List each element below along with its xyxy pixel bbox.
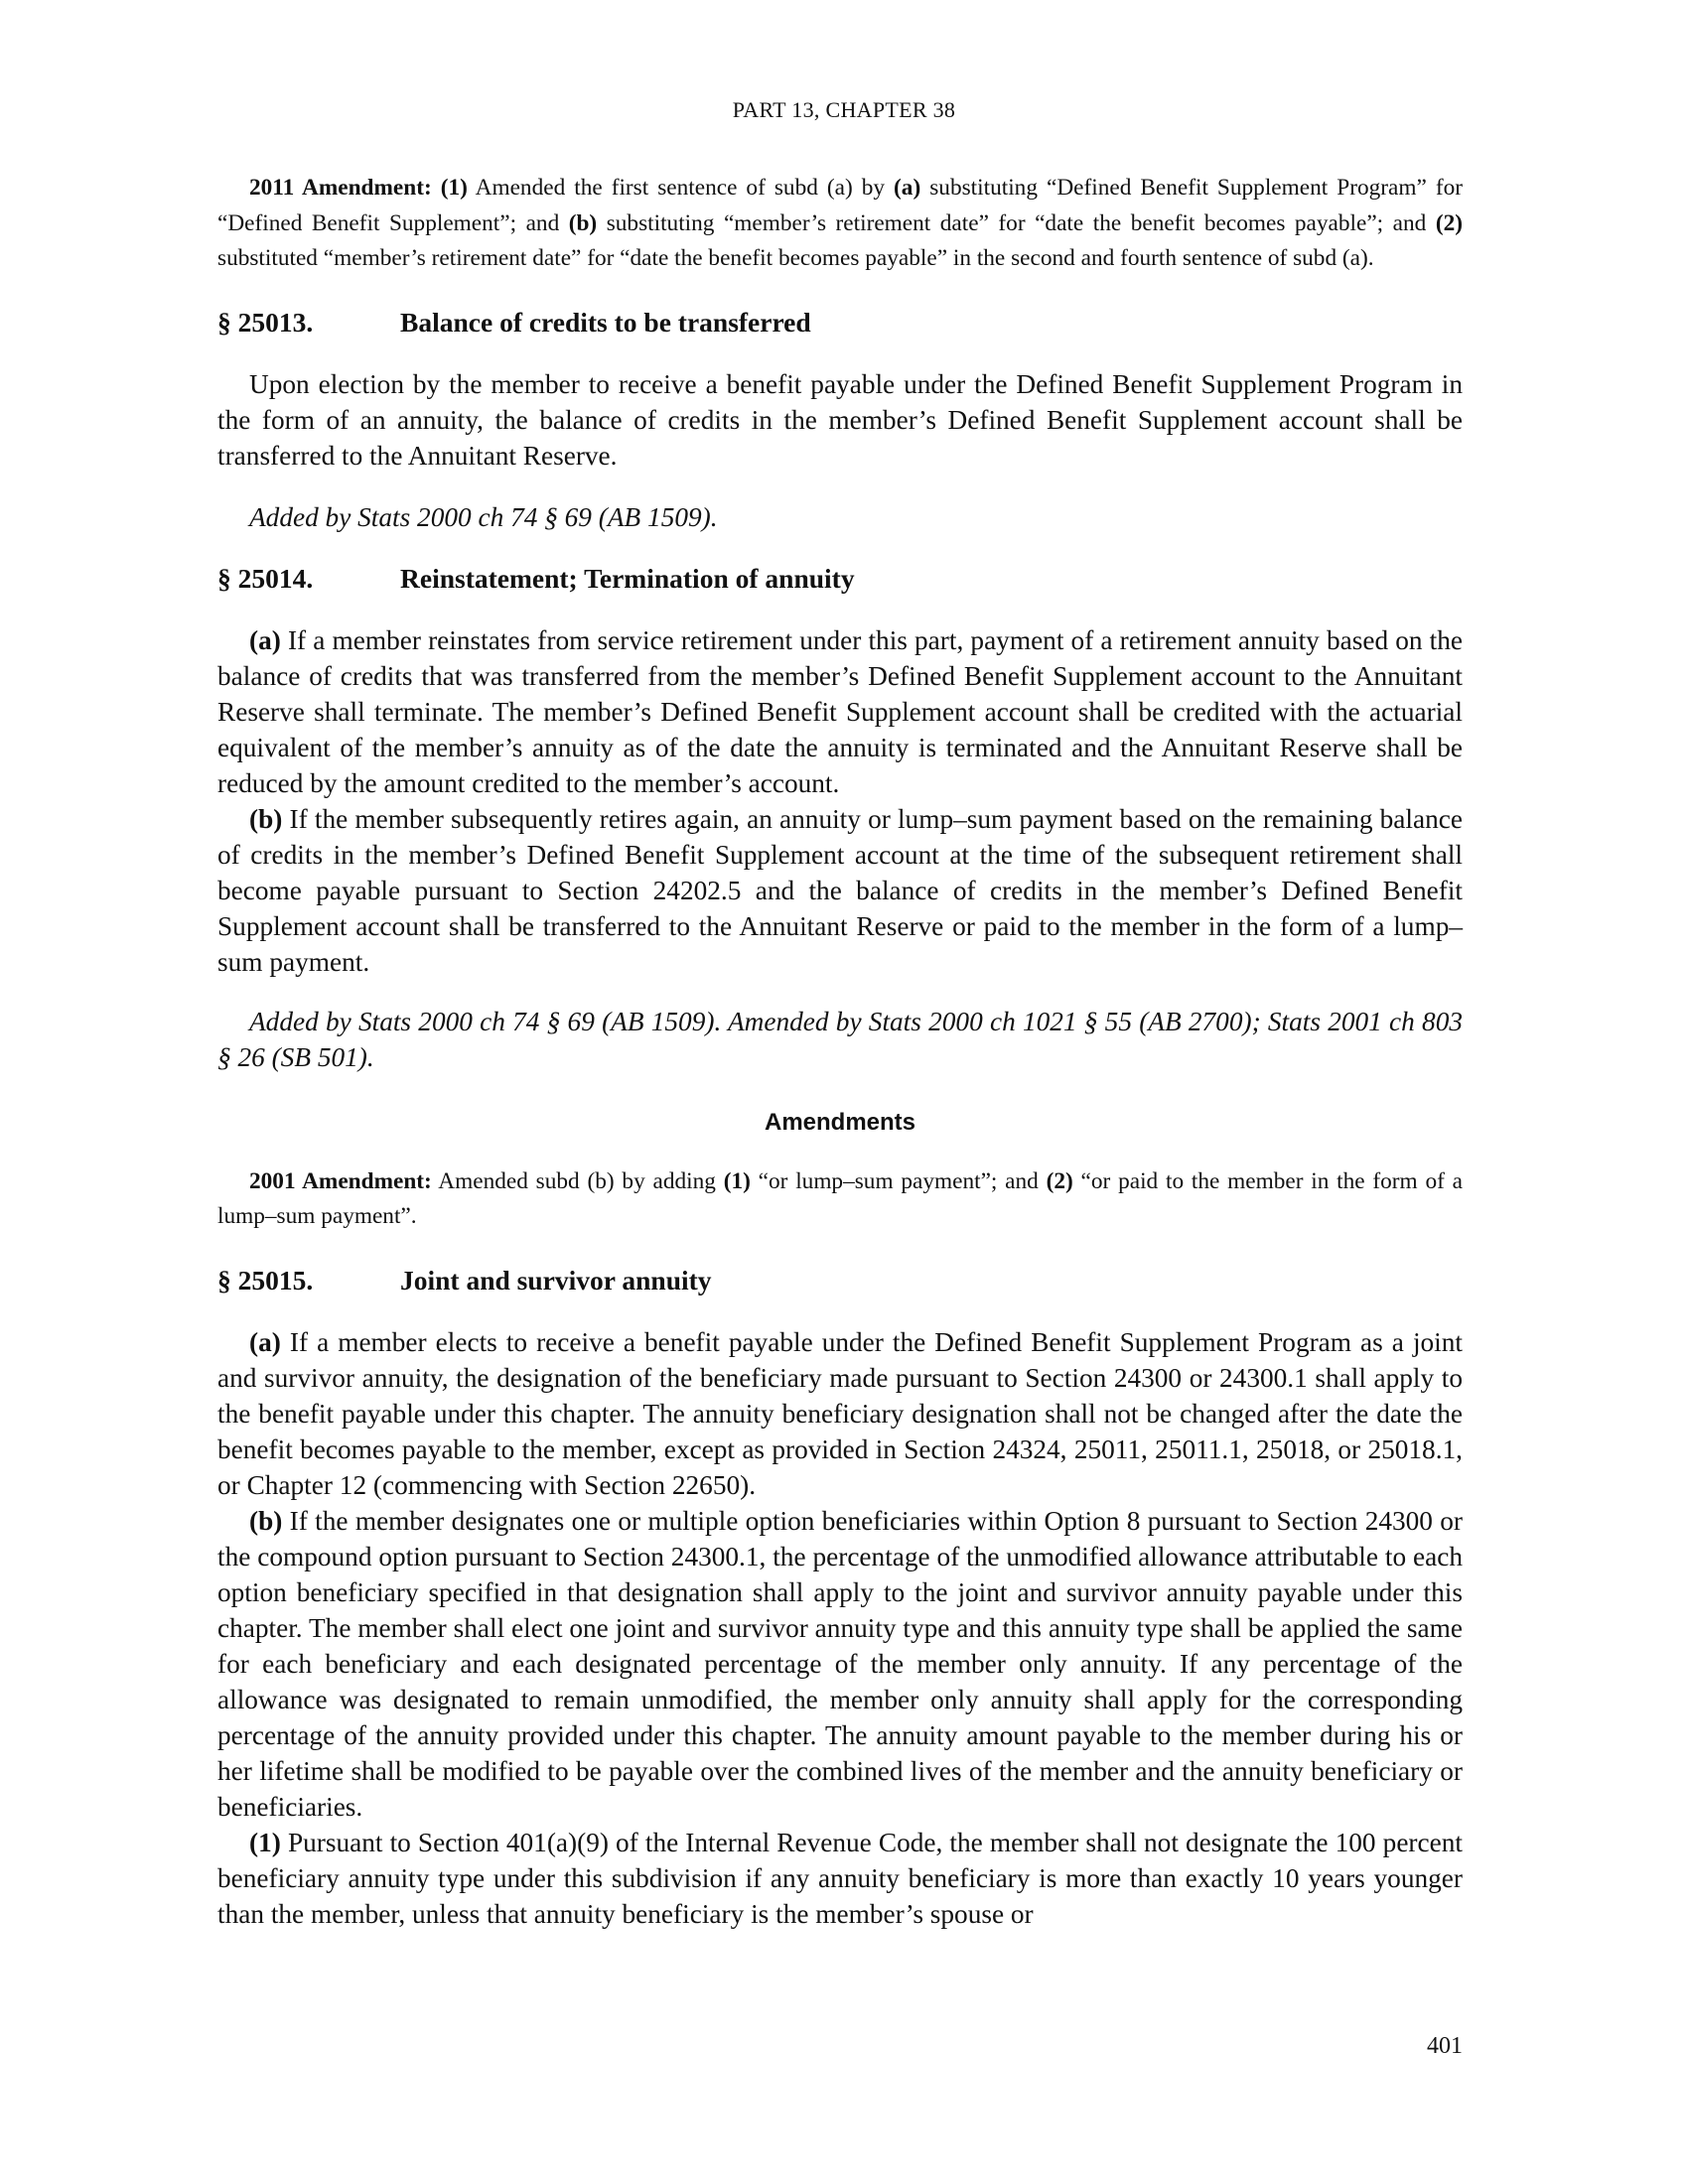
section-title: Joint and survivor annuity <box>400 1264 712 1296</box>
subdivision-label: (a) <box>249 1326 281 1357</box>
page-number: 401 <box>1427 2033 1463 2059</box>
note-text: substituting “Defined Benefit Supplement Program” for “Defined Benefit Supplement”; and <box>217 175 1463 236</box>
amendments-heading: Amendments <box>764 1108 916 1136</box>
paragraph-label: (1) <box>249 1827 281 1857</box>
subdivision-a-25014 <box>217 622 1463 801</box>
subdivision-b-25015 <box>217 1503 1463 1825</box>
subdivision-text: If the member subsequently retires again, an annuity or lump–sum payment based on the remaining balance of credits in the member’s Defined Benefit Supplement account at the time of the subsequent retirement shall become payable pursuant to Section 24202.5 and the balance of credits in the member’s Defined Benefit Supplement account shall be transferred to the Annuitant Reserve or paid to the member in the form of a lump–sum payment. <box>217 803 1463 977</box>
page-content <box>217 171 1463 1932</box>
section-heading-25013 <box>217 307 1463 339</box>
section-heading-25014 <box>217 563 1463 595</box>
section-number: § 25013. <box>217 306 314 338</box>
item-marker: (1) <box>440 175 468 201</box>
note-text: substituting “member’s retirement date” for “date the benefit becomes payable”; and <box>597 209 1436 236</box>
subdivision-text: If a member elects to receive a benefit payable under the Defined Benefit Supplement Program as a joint and survivor annuity, the designation of the beneficiary made pursuant to Section 24300 or 24300.1 shall apply to the benefit payable under this chapter. The annuity beneficiary designation shall not be changed after the date the benefit becomes payable to the member, except as provided in Section 24324, 25011, 25011.1, 25018, or 25018.1, or Chapter 12 (commencing with Section 22650). <box>217 1326 1463 1500</box>
item-marker: (b) <box>568 209 598 236</box>
subdivision-text: If the member designates one or multiple option beneficiaries within Option 8 pursuant to Section 24300 or the compound option pursuant to Section 24300.1, the percentage of the unmodified allowance attributable to each option beneficiary specified in that designation shall apply to the joint and survivor annuity payable under this chapter. The member shall elect one joint and survivor annuity type and this annuity type shall be applied the same for each beneficiary and each designated percentage of the member only annuity. If any percentage of the allowance was designated to remain unmodified, the member only annuity shall apply for the corresponding percentage of the annuity provided under this chapter. The annuity amount payable to the member during his or her lifetime shall be modified to be payable over the combined lives of the member and the annuity beneficiary or beneficiaries. <box>217 1505 1463 1822</box>
item-marker: (2) <box>1435 209 1463 236</box>
subdivision-b-25014 <box>217 801 1463 980</box>
section-number: § 25015. <box>217 1264 314 1296</box>
section-number: § 25014. <box>217 562 314 594</box>
note-text: Amended subd (b) by adding <box>431 1167 724 1194</box>
amendment-label: 2001 Amendment: <box>249 1167 432 1194</box>
amendment-note-2001 <box>217 1164 1463 1235</box>
running-head: PART 13, CHAPTER 38 <box>732 97 956 122</box>
paragraph-1-25015 <box>217 1825 1463 1932</box>
note-text: substituted “member’s retirement date” for “date the benefit becomes payable” in the second and fourth sentence of subd (a). <box>217 245 1374 271</box>
subdivision-a-25015 <box>217 1324 1463 1503</box>
note-text: “or paid to the member in the form of a lump–sum payment”. <box>217 1167 1463 1229</box>
subdivision-text: If a member reinstates from service retirement under this part, payment of a retirement annuity based on the balance of credits that was transferred from the member’s Defined Benefit Supplement account to the Annuitant Reserve shall terminate. The member’s Defined Benefit Supplement account shall be credited with the actuarial equivalent of the member’s annuity as of the date the annuity is terminated and the Annuitant Reserve shall be reduced by the amount credited to the member’s account. <box>217 624 1463 798</box>
subdivision-label: (a) <box>249 624 281 655</box>
section-heading-25015 <box>217 1265 1463 1297</box>
amendment-note-2011 <box>217 171 1463 277</box>
paragraph-text: Pursuant to Section 401(a)(9) of the Internal Revenue Code, the member shall not designate the 100 percent beneficiary annuity type under this subdivision if any annuity beneficiary is more than exactly 10 years younger than the member, unless that annuity beneficiary is the member’s spouse or <box>217 1827 1463 1929</box>
item-marker: (1) <box>723 1167 751 1194</box>
amendment-label: 2011 Amendment: <box>249 175 432 201</box>
section-title: Balance of credits to be transferred <box>400 306 811 338</box>
history-note-25013: Added by Stats 2000 ch 74 § 69 (AB 1509). <box>249 501 718 532</box>
section-body-25013: Upon election by the member to receive a benefit payable under the Defined Benefit Supplement Program in the form of an annuity, the balance of credits in the member’s Defined Benefit Supplement account shall be transferred to the Annuitant Reserve. <box>217 368 1463 471</box>
item-marker: (2) <box>1046 1167 1073 1194</box>
history-note-25014: Added by Stats 2000 ch 74 § 69 (AB 1509). Amended by Stats 2000 ch 1021 § 55 (AB 2700); Stats 2001 ch 803 § 26 (SB 501). <box>217 1006 1463 1072</box>
subdivision-label: (b) <box>249 803 283 834</box>
item-marker: (a) <box>894 175 921 201</box>
subdivision-label: (b) <box>249 1505 283 1536</box>
note-text: Amended the first sentence of subd (a) by <box>467 175 895 201</box>
note-text: “or lump–sum payment”; and <box>750 1167 1047 1194</box>
section-title: Reinstatement; Termination of annuity <box>400 562 855 594</box>
